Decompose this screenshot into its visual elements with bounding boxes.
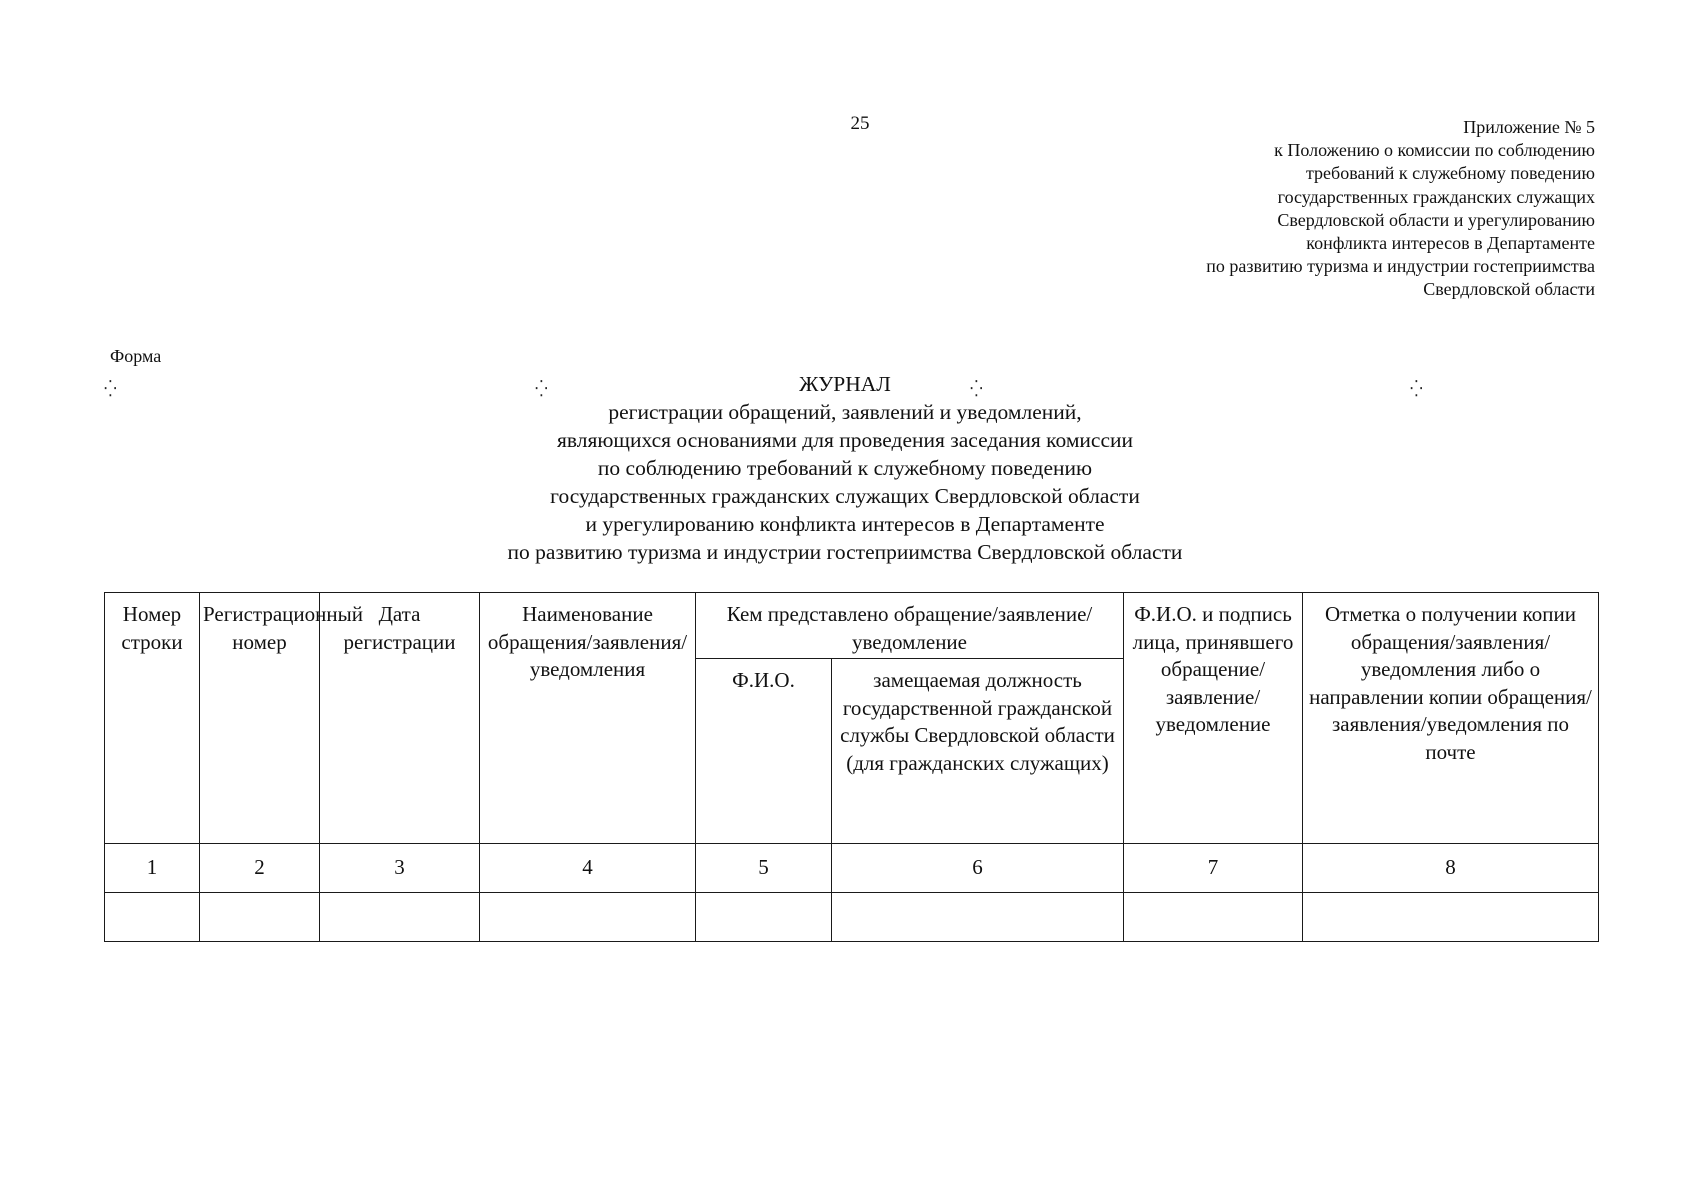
header-row bbox=[105, 593, 1599, 659]
empty-cell bbox=[105, 893, 200, 942]
scan-speck: ⁛ bbox=[970, 381, 983, 398]
header-document-name: Наименование обращения/заявления/уведомления bbox=[480, 593, 696, 844]
empty-table-row bbox=[105, 893, 1599, 942]
journal-title bbox=[300, 370, 1390, 566]
scan-speck: ⁛ bbox=[1410, 381, 1423, 398]
appendix-line: Свердловской области bbox=[1423, 279, 1595, 300]
column-number: 5 bbox=[696, 844, 832, 893]
appendix-line: Свердловской области и урегулированию bbox=[1277, 209, 1595, 230]
header-line-number: Номер строки bbox=[105, 593, 200, 844]
header-registration-number: Регистрационный номер bbox=[200, 593, 320, 844]
header-receiver-signature: Ф.И.О. и подпись лица, принявшего обращение/заявление/уведомление bbox=[1124, 593, 1303, 844]
column-number: 4 bbox=[480, 844, 696, 893]
column-number: 8 bbox=[1303, 844, 1599, 893]
column-number: 3 bbox=[320, 844, 480, 893]
header-submitter-name: Ф.И.О. bbox=[696, 659, 832, 844]
form-label: Форма bbox=[110, 346, 162, 366]
appendix-line: государственных гражданских служащих bbox=[1277, 186, 1595, 207]
journal-table bbox=[104, 592, 1599, 942]
column-number: 7 bbox=[1124, 844, 1303, 893]
journal-subtitle-line: являющихся основаниями для проведения заседания комиссии bbox=[556, 428, 1134, 452]
appendix-line: Приложение № 5 bbox=[1463, 117, 1595, 137]
header-submitted-by: Кем представлено обращение/заявление/уведомление bbox=[696, 593, 1124, 659]
journal-subtitle-line: государственных гражданских служащих Свердловской области bbox=[550, 484, 1140, 508]
empty-cell bbox=[832, 893, 1124, 942]
column-number-row bbox=[105, 844, 1599, 893]
header-submitter-position: замещаемая должность государственной гражданской службы Свердловской области (для гражданских служащих) bbox=[832, 659, 1124, 844]
column-number: 6 bbox=[832, 844, 1124, 893]
column-number: 1 bbox=[105, 844, 200, 893]
empty-cell bbox=[1124, 893, 1303, 942]
appendix-line: конфликта интересов в Департаменте bbox=[1306, 233, 1595, 254]
scan-speck: ⁛ bbox=[535, 381, 548, 398]
header-copy-mark: Отметка о получении копии обращения/заявления/уведомления либо о направлении копии обращения/заявления/уведомления по почте bbox=[1303, 593, 1599, 844]
empty-cell bbox=[320, 893, 480, 942]
appendix-line: требований к служебному поведению bbox=[1305, 163, 1595, 184]
empty-cell bbox=[480, 893, 696, 942]
journal-subtitle-line: по соблюдению требований к служебному поведению bbox=[597, 456, 1093, 480]
journal-heading: ЖУРНАЛ bbox=[799, 372, 891, 396]
journal-subtitle-line: по развитию туризма и индустрии гостеприимства Свердловской области bbox=[507, 540, 1183, 564]
journal-subtitle-line: и урегулированию конфликта интересов в Департаменте bbox=[585, 512, 1105, 536]
column-number: 2 bbox=[200, 844, 320, 893]
page-number: 25 bbox=[850, 113, 870, 134]
empty-cell bbox=[200, 893, 320, 942]
appendix-note bbox=[955, 116, 1595, 302]
appendix-line: по развитию туризма и индустрии гостеприимства bbox=[1206, 256, 1595, 277]
journal-subtitle-line: регистрации обращений, заявлений и уведомлений, bbox=[608, 400, 1082, 424]
appendix-line: к Положению о комиссии по соблюдению bbox=[1274, 140, 1595, 161]
scan-speck: ⁛ bbox=[104, 381, 117, 398]
empty-cell bbox=[696, 893, 832, 942]
empty-cell bbox=[1303, 893, 1599, 942]
header-registration-date: Дата регистрации bbox=[320, 593, 480, 844]
